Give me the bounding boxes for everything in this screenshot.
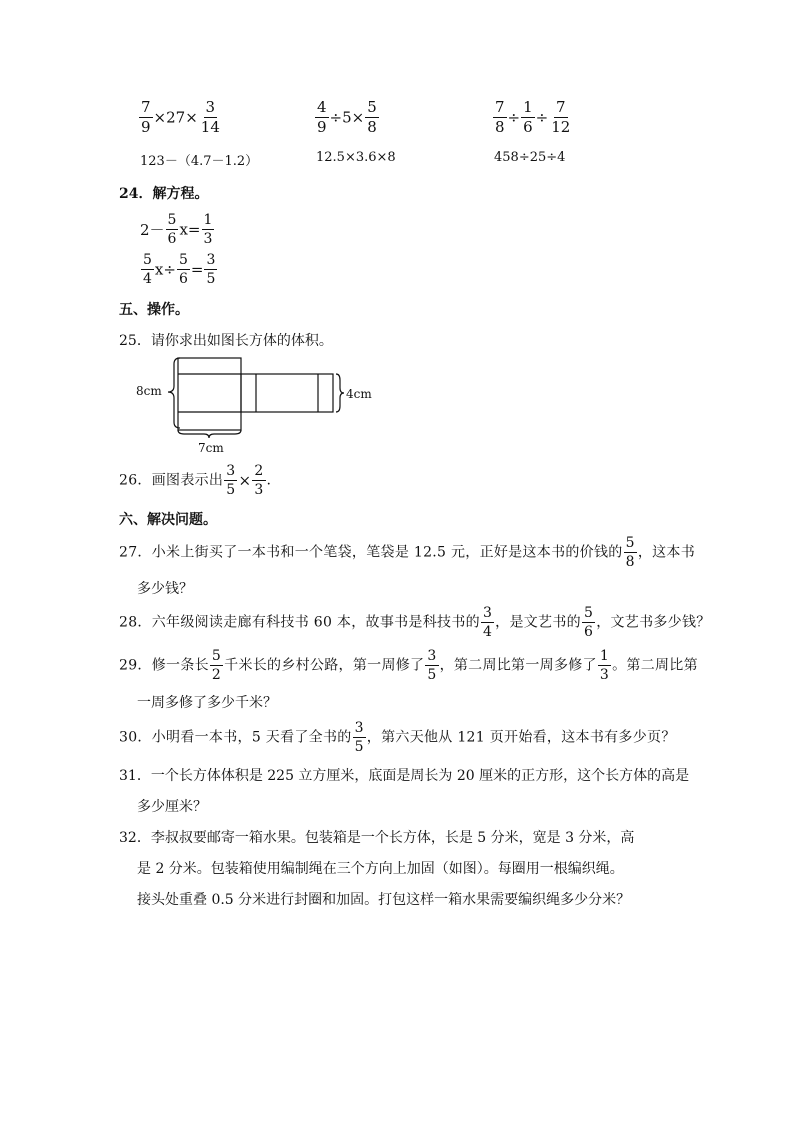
section-6-title: 六、解决问题。 bbox=[119, 512, 217, 528]
calc-expr-6: 458÷25÷4 bbox=[494, 150, 566, 165]
fraction: $\frac{3}{5}$ bbox=[206, 252, 216, 287]
fraction: $\frac{3}{4}$ bbox=[482, 605, 493, 640]
fraction: $\frac{5}{6}$ bbox=[583, 605, 594, 640]
fraction: $\frac{7}{9}$ bbox=[141, 98, 151, 136]
question-31: 31．一个长方体体积是 225 立方厘米，底面是周长为 20 厘米的正方形，这个长方体的高是 bbox=[119, 768, 690, 784]
calc-expr-2: $\frac{4}{9}$ ÷5× $\frac{5}{8}$ bbox=[317, 98, 377, 136]
fraction: $\frac{5}{6}$ bbox=[178, 252, 188, 287]
question-24-title: 24．解方程。 bbox=[119, 186, 209, 202]
fraction: $\frac{5}{2}$ bbox=[211, 648, 222, 683]
bottom-brace bbox=[178, 430, 241, 438]
question-28: 28．六年级阅读走廊有科技书 60 本，故事书是科技书的 $\frac{3}{4}$ ，是文艺书的 $\frac{5}{6}$ ，文艺书多少钱？ bbox=[119, 605, 711, 640]
question-30: 30．小明看一本书，5 天看了全书的 $\frac{3}{5}$ ，第六天他从 121 页开始看，这本书有多少页？ bbox=[119, 720, 676, 755]
dim-label-side: 4cm bbox=[346, 387, 372, 401]
question-27: 27．小米上街买了一本书和一个笔袋，笔袋是 12.5 元，正好是这本书的价钱的 $\frac{5}{8}$ ，这本书 bbox=[119, 535, 696, 570]
fraction: $\frac{1}{3}$ bbox=[203, 212, 213, 247]
fraction: $\frac{2}{3}$ bbox=[254, 463, 264, 498]
question-25: 25．请你求出如图长方体的体积。 bbox=[119, 333, 333, 349]
calc-expr-5: 12.5×3.6×8 bbox=[316, 150, 396, 165]
fraction: $\frac{7}{12}$ bbox=[551, 98, 571, 136]
question-26: 26．画图表示出 $\frac{3}{5}$ × $\frac{2}{3}$ . bbox=[119, 463, 272, 498]
net-side-strip bbox=[241, 374, 333, 412]
fraction: $\frac{3}{5}$ bbox=[354, 720, 364, 755]
fraction: $\frac{5}{6}$ bbox=[167, 212, 177, 247]
calc-expr-3: $\frac{7}{8}$ ÷ $\frac{1}{6}$ ÷ $\frac{7}{12}$ bbox=[495, 98, 571, 136]
right-brace bbox=[336, 374, 344, 412]
equation-2: $\frac{5}{4}$ x÷ $\frac{5}{6}$ = $\frac{3}{5}$ bbox=[143, 252, 216, 287]
cuboid-net-diagram bbox=[130, 352, 390, 462]
question-29-line2: 一周多修了多少千米？ bbox=[137, 695, 277, 711]
fraction: $\frac{7}{8}$ bbox=[495, 98, 505, 136]
fraction: $\frac{1}{3}$ bbox=[599, 648, 610, 683]
dim-label-height: 8cm bbox=[136, 384, 162, 398]
fraction: $\frac{1}{6}$ bbox=[523, 98, 533, 136]
question-27-line2: 多少钱？ bbox=[137, 581, 193, 597]
calc-expr-1: $\frac{7}{9}$ ×27× $\frac{3}{14}$ bbox=[141, 98, 220, 136]
equation-1: 2－ $\frac{5}{6}$ x= $\frac{1}{3}$ bbox=[140, 212, 213, 247]
question-32-line3: 接头处重叠 0.5 分米进行封圈和加固。打包这样一箱水果需要编织绳多少分米？ bbox=[137, 892, 631, 908]
dim-label-width: 7cm bbox=[198, 441, 224, 455]
fraction: $\frac{3}{5}$ bbox=[226, 463, 236, 498]
net-face-main bbox=[178, 358, 241, 430]
fraction: $\frac{3}{14}$ bbox=[200, 98, 220, 136]
calc-expr-4: 123－（4.7－1.2） bbox=[140, 154, 259, 169]
question-29: 29．修一条长 $\frac{5}{2}$ 千米长的乡村公路，第一周修了 $\frac{3}{5}$ ，第二周比第一周多修了 $\frac{1}{3}$ 。第二周比第 bbox=[119, 648, 698, 683]
question-32: 32．李叔叔要邮寄一箱水果。包装箱是一个长方体，长是 5 分米，宽是 3 分米，高 bbox=[119, 830, 635, 846]
question-32-line2: 是 2 分米。包装箱使用编制绳在三个方向上加固（如图）。每圈用一根编织绳。 bbox=[137, 861, 624, 877]
fraction: $\frac{4}{9}$ bbox=[317, 98, 327, 136]
fraction: $\frac{5}{8}$ bbox=[367, 98, 377, 136]
fraction: $\frac{5}{8}$ bbox=[625, 535, 635, 570]
question-31-line2: 多少厘米？ bbox=[137, 799, 207, 815]
fraction: $\frac{5}{4}$ bbox=[143, 252, 152, 287]
fraction: $\frac{3}{5}$ bbox=[427, 648, 437, 683]
section-5-title: 五、操作。 bbox=[119, 302, 189, 318]
